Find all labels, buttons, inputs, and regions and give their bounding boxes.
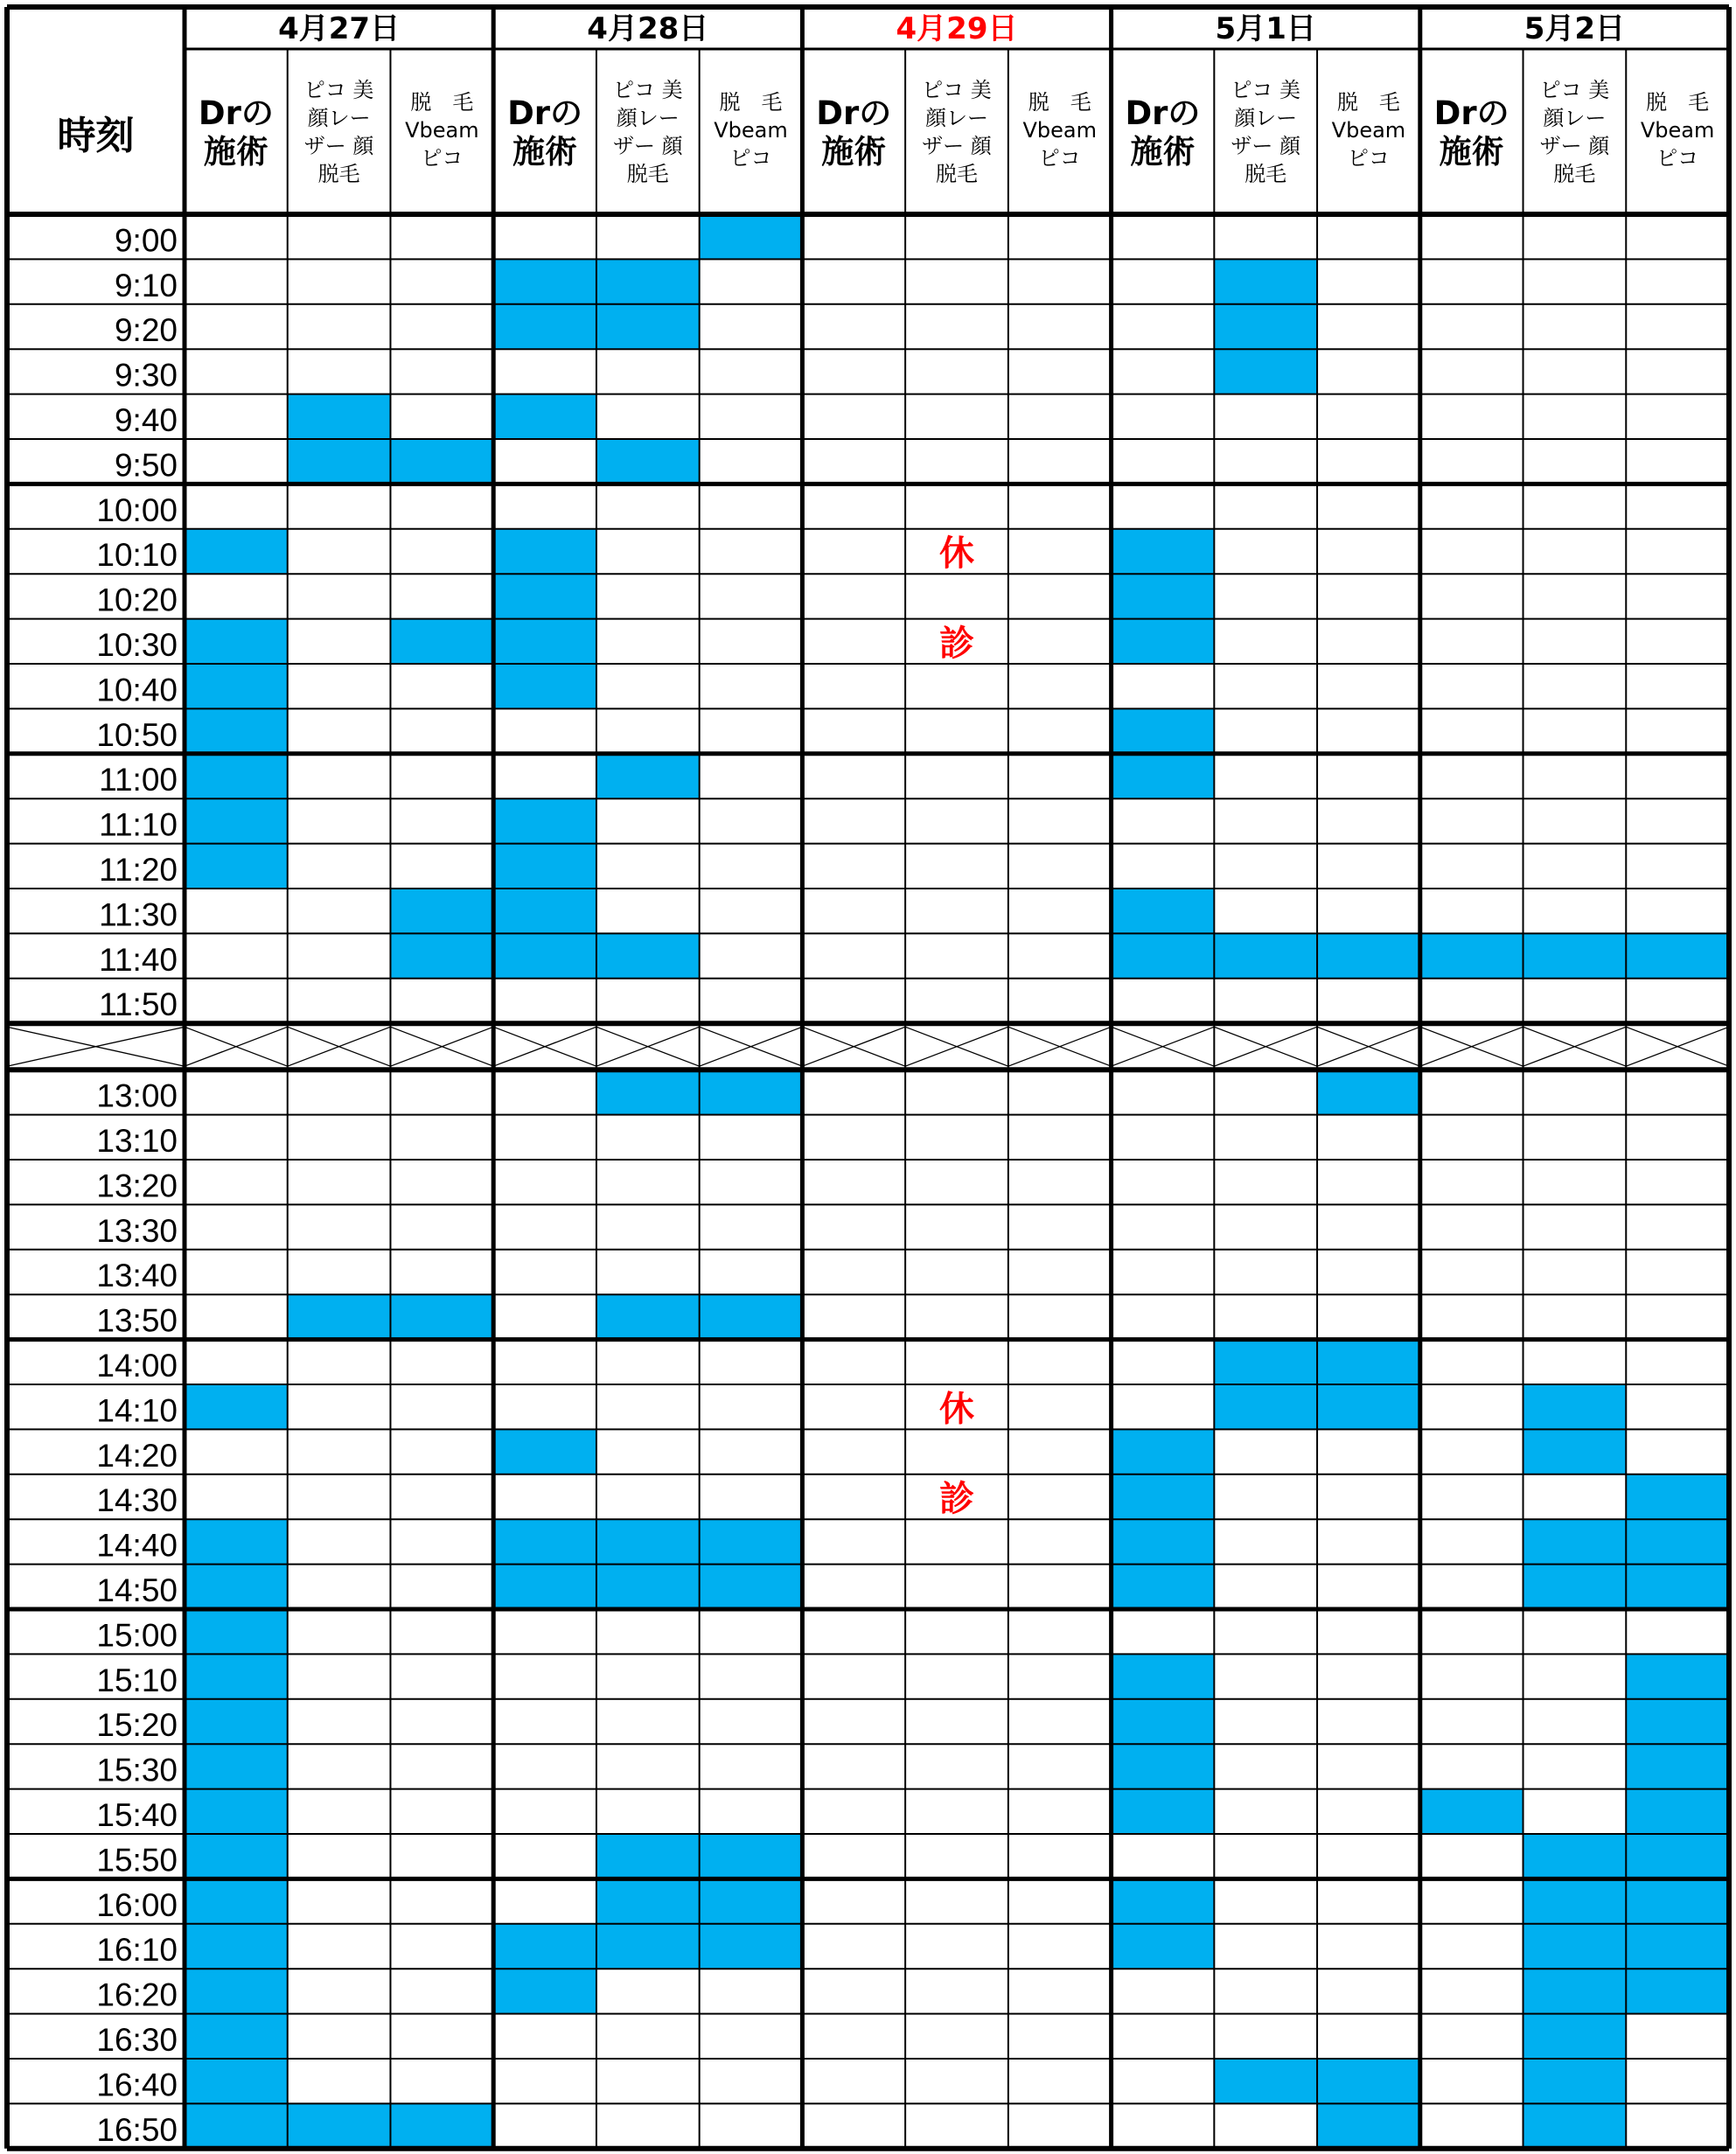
column-header-dr-line2: 施術 <box>1439 133 1504 171</box>
column-header-line: Vbeam <box>1331 118 1406 143</box>
booked-cell <box>288 2103 391 2148</box>
booked-cell <box>185 754 288 798</box>
time-label: 11:50 <box>99 986 178 1023</box>
booked-cell <box>596 1070 700 1114</box>
column-header-line: ピコ 美 <box>1539 78 1610 102</box>
booked-cell <box>596 304 700 349</box>
booked-cell <box>700 1879 803 1923</box>
booked-cell <box>1317 1384 1420 1429</box>
booked-cell <box>185 1969 288 2013</box>
time-label: 16:00 <box>96 1886 178 1923</box>
time-label: 16:10 <box>96 1932 178 1969</box>
booked-cell <box>1523 1879 1627 1923</box>
column-header-line: 脱毛 <box>626 162 669 186</box>
booked-cell <box>1112 1744 1215 1788</box>
column-header-line: Vbeam <box>405 118 479 143</box>
booked-cell <box>1523 1565 1627 1609</box>
booked-cell <box>1626 1519 1729 1564</box>
time-label: 14:00 <box>96 1348 178 1384</box>
time-label: 13:20 <box>96 1168 178 1204</box>
column-header-dr-line1: Drの <box>1125 94 1201 132</box>
booked-cell <box>700 1294 803 1339</box>
booked-cell <box>185 529 288 574</box>
booked-cell <box>1317 1070 1420 1114</box>
booked-cell <box>185 1609 288 1654</box>
day-header-4: 5月1日 <box>1215 11 1316 46</box>
booked-cell <box>1626 1789 1729 1834</box>
booked-cell <box>1523 1969 1627 2013</box>
column-header-line: 脱毛 <box>317 162 360 186</box>
booked-cell <box>1626 1699 1729 1744</box>
closed-label-1-b: 診 <box>939 624 974 664</box>
booked-cell <box>596 1924 700 1969</box>
time-column-header: 時刻 <box>57 114 135 158</box>
booked-cell <box>390 2103 493 2148</box>
column-header-line: ピコ <box>1347 146 1390 171</box>
booked-cell <box>185 2059 288 2103</box>
booked-cell <box>288 394 391 439</box>
booked-cell <box>185 2014 288 2059</box>
time-label: 14:30 <box>96 1482 178 1519</box>
time-label: 11:20 <box>99 852 178 888</box>
booked-cell <box>1112 754 1215 798</box>
time-label: 15:30 <box>96 1752 178 1788</box>
column-header-line: ピコ 美 <box>303 78 374 102</box>
booked-cell <box>1317 1340 1420 1384</box>
booked-cell <box>1112 933 1215 978</box>
booked-cell <box>596 933 700 978</box>
booked-cell <box>1112 1699 1215 1744</box>
booked-cell <box>185 798 288 843</box>
booked-cell <box>1112 1519 1215 1564</box>
booked-cell <box>493 529 596 574</box>
column-header-line: ザー 顔 <box>1231 134 1301 158</box>
booked-cell <box>390 1294 493 1339</box>
booked-cell <box>185 708 288 753</box>
booked-cell <box>390 619 493 664</box>
column-header-dr-line2: 施術 <box>1130 133 1196 171</box>
booked-cell <box>1626 1834 1729 1879</box>
time-label: 11:40 <box>99 941 178 978</box>
column-header-line: 脱毛 <box>1244 162 1287 186</box>
column-header-line: Vbeam <box>1022 118 1097 143</box>
booked-cell <box>288 1294 391 1339</box>
time-label: 11:00 <box>99 762 178 798</box>
column-header-line: ピコ 美 <box>1231 78 1301 102</box>
booked-cell <box>493 798 596 843</box>
time-label: 10:40 <box>96 672 178 708</box>
booked-cell <box>1112 619 1215 664</box>
booked-cell <box>1420 933 1523 978</box>
booked-cell <box>185 664 288 708</box>
column-header-line: ピコ 美 <box>922 78 992 102</box>
column-header-dr-line2: 施術 <box>512 133 578 171</box>
time-label: 13:30 <box>96 1212 178 1249</box>
column-header-line: ザー 顔 <box>303 134 374 158</box>
booked-cell <box>1523 1834 1627 1879</box>
column-header-line: 脱毛 <box>1553 162 1596 186</box>
booked-cell <box>1523 2059 1627 2103</box>
booked-cell <box>1112 708 1215 753</box>
time-label: 14:20 <box>96 1437 178 1474</box>
day-header-3: 4月29日 <box>896 11 1018 46</box>
column-header-line: 顔レー <box>925 106 988 130</box>
column-header-dr-line2: 施術 <box>821 133 887 171</box>
booked-cell <box>493 1565 596 1609</box>
closed-label-2-b: 診 <box>939 1479 974 1520</box>
booked-cell <box>185 2103 288 2148</box>
booked-cell <box>493 1924 596 1969</box>
time-label: 16:40 <box>96 2067 178 2103</box>
booked-cell <box>493 619 596 664</box>
booked-cell <box>493 394 596 439</box>
booked-cell <box>1626 1924 1729 1969</box>
column-header-line: 脱 毛 <box>410 90 474 115</box>
booked-cell <box>1523 2103 1627 2148</box>
booked-cell <box>1317 2103 1420 2148</box>
column-header-line: ピコ <box>1656 146 1699 171</box>
booked-cell <box>1523 1924 1627 1969</box>
booked-cell <box>1214 259 1317 303</box>
time-label: 16:30 <box>96 2022 178 2058</box>
booked-cell <box>1626 1744 1729 1788</box>
column-header-line: 脱 毛 <box>719 90 783 115</box>
booked-cell <box>1626 1654 1729 1698</box>
booked-cell <box>493 889 596 933</box>
time-label: 10:30 <box>96 627 178 663</box>
booked-cell <box>493 1969 596 2013</box>
time-label: 14:50 <box>96 1572 178 1608</box>
column-header-line: ピコ <box>729 146 772 171</box>
time-label: 13:10 <box>96 1123 178 1159</box>
column-header-dr-line1: Drの <box>816 94 892 132</box>
time-label: 9:40 <box>114 402 178 438</box>
booked-cell <box>596 1294 700 1339</box>
time-label: 14:40 <box>96 1527 178 1564</box>
booked-cell <box>1317 933 1420 978</box>
booked-cell <box>596 1519 700 1564</box>
booked-cell <box>1112 1565 1215 1609</box>
booked-cell <box>1214 1384 1317 1429</box>
time-label: 15:20 <box>96 1707 178 1744</box>
booked-cell <box>1214 933 1317 978</box>
booked-cell <box>493 664 596 708</box>
column-header-line: 脱 毛 <box>1028 90 1091 115</box>
column-header-line: 顔レー <box>307 106 371 130</box>
booked-cell <box>1420 1789 1523 1834</box>
closed-label-2-a: 休 <box>939 1389 974 1430</box>
booked-cell <box>596 1834 700 1879</box>
time-label: 16:50 <box>96 2111 178 2148</box>
column-header-line: 顔レー <box>1234 106 1298 130</box>
booked-cell <box>596 754 700 798</box>
booked-cell <box>1112 1654 1215 1698</box>
booked-cell <box>1214 2059 1317 2103</box>
day-header-2: 4月28日 <box>587 11 709 46</box>
booked-cell <box>1112 1429 1215 1474</box>
time-label: 16:20 <box>96 1976 178 2013</box>
booked-cell <box>493 304 596 349</box>
booked-cell <box>1214 1340 1317 1384</box>
booked-cell <box>185 1384 288 1429</box>
booked-cell <box>1523 1429 1627 1474</box>
booked-cell <box>1112 889 1215 933</box>
column-header-dr-line1: Drの <box>1433 94 1509 132</box>
time-label: 10:20 <box>96 582 178 618</box>
booked-cell <box>596 1879 700 1923</box>
booked-cell <box>493 1429 596 1474</box>
time-label: 9:30 <box>114 357 178 394</box>
column-header-line: Vbeam <box>1640 118 1715 143</box>
booked-cell <box>596 439 700 484</box>
booked-cell <box>1626 1474 1729 1519</box>
booked-cell <box>493 933 596 978</box>
time-label: 15:00 <box>96 1617 178 1654</box>
column-header-line: ザー 顔 <box>922 134 992 158</box>
booked-cell <box>493 844 596 889</box>
booked-cell <box>700 1565 803 1609</box>
booked-cell <box>185 1565 288 1609</box>
booked-cell <box>1112 1474 1215 1519</box>
column-header-line: ザー 顔 <box>1539 134 1610 158</box>
booked-cell <box>390 933 493 978</box>
column-header-line: ザー 顔 <box>612 134 683 158</box>
column-header-dr-line2: 施術 <box>203 133 268 171</box>
booked-cell <box>1523 2014 1627 2059</box>
booked-cell <box>1317 2059 1420 2103</box>
booked-cell <box>700 214 803 259</box>
time-label: 11:10 <box>99 806 178 843</box>
booked-cell <box>1112 1924 1215 1969</box>
time-label: 9:10 <box>114 267 178 303</box>
time-label: 9:20 <box>114 312 178 349</box>
booked-cell <box>700 1834 803 1879</box>
booked-cell <box>185 1924 288 1969</box>
booked-cell <box>185 1879 288 1923</box>
booked-cell <box>1626 933 1729 978</box>
time-label: 15:50 <box>96 1842 178 1879</box>
booked-cell <box>1214 304 1317 349</box>
booked-cell <box>700 1924 803 1969</box>
booked-cell <box>1112 574 1215 618</box>
booked-cell <box>1523 933 1627 978</box>
booked-cell <box>185 844 288 889</box>
column-header-line: 顔レー <box>1543 106 1607 130</box>
booked-cell <box>185 619 288 664</box>
booked-cell <box>596 259 700 303</box>
booked-cell <box>185 1699 288 1744</box>
column-header-line: ピコ <box>421 146 464 171</box>
booked-cell <box>1523 1384 1627 1429</box>
booked-cell <box>185 1744 288 1788</box>
booked-cell <box>1626 1565 1729 1609</box>
time-label: 13:50 <box>96 1302 178 1339</box>
time-label: 15:10 <box>96 1662 178 1698</box>
closed-label-1-a: 休 <box>939 533 974 575</box>
booked-cell <box>493 259 596 303</box>
booked-cell <box>390 889 493 933</box>
time-label: 14:10 <box>96 1392 178 1429</box>
column-header-line: 脱毛 <box>936 162 978 186</box>
column-header-line: ピコ <box>1038 146 1081 171</box>
column-header-line: ピコ 美 <box>612 78 683 102</box>
booked-cell <box>1214 349 1317 394</box>
booked-cell <box>390 439 493 484</box>
day-header-1: 4月27日 <box>278 11 401 46</box>
booked-cell <box>700 1070 803 1114</box>
time-label: 13:00 <box>96 1077 178 1114</box>
column-header-line: 脱 毛 <box>1336 90 1400 115</box>
booked-cell <box>185 1654 288 1698</box>
time-label: 9:00 <box>114 222 178 259</box>
column-header-dr-line1: Drの <box>507 94 583 132</box>
booked-cell <box>1626 1879 1729 1923</box>
booked-cell <box>1112 1789 1215 1834</box>
booked-cell <box>288 439 391 484</box>
booked-cell <box>185 1519 288 1564</box>
column-header-line: Vbeam <box>714 118 788 143</box>
column-header-line: 脱 毛 <box>1646 90 1710 115</box>
booked-cell <box>700 1519 803 1564</box>
booked-cell <box>185 1789 288 1834</box>
time-label: 10:00 <box>96 491 178 528</box>
column-header-dr-line1: Drの <box>198 94 274 132</box>
day-header-5: 5月2日 <box>1523 11 1626 46</box>
booked-cell <box>1523 1519 1627 1564</box>
booked-cell <box>596 1565 700 1609</box>
booked-cell <box>1112 529 1215 574</box>
booked-cell <box>493 574 596 618</box>
booked-cell <box>493 1519 596 1564</box>
booked-cell <box>1626 1969 1729 2013</box>
time-label: 10:10 <box>96 537 178 574</box>
time-label: 15:40 <box>96 1797 178 1833</box>
booked-cell <box>185 1834 288 1879</box>
booked-cell <box>1112 1879 1215 1923</box>
time-label: 13:40 <box>96 1258 178 1294</box>
time-label: 11:30 <box>99 896 178 933</box>
time-label: 9:50 <box>114 447 178 484</box>
time-label: 10:50 <box>96 716 178 753</box>
column-header-line: 顔レー <box>616 106 680 130</box>
